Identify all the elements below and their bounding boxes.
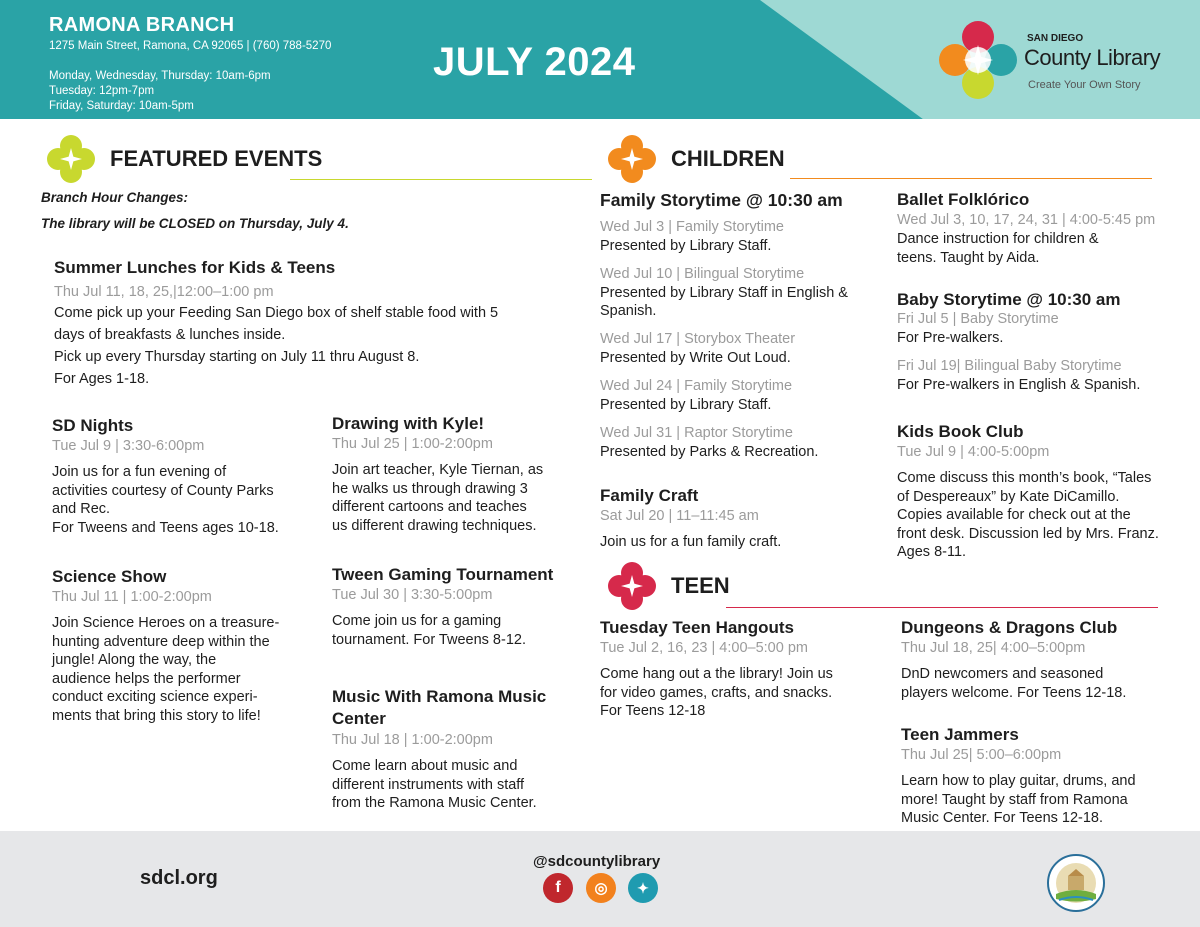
description-line: Come hang out a the library! Join us bbox=[600, 666, 833, 682]
event-date: Thu Jul 25 | 1:00-2:00pm bbox=[332, 436, 493, 452]
event-teen-hangouts bbox=[600, 617, 890, 721]
event-date: Tue Jul 9 | 3:30-6:00pm bbox=[52, 438, 205, 454]
logo-top-text: SAN DIEGO bbox=[1027, 33, 1084, 44]
event-date: Tue Jul 9 | 4:00-5:00pm bbox=[897, 444, 1050, 460]
event-title: Drawing with Kyle! bbox=[332, 414, 485, 433]
month-title: JULY 2024 bbox=[433, 40, 636, 84]
description-line: Learn how to play guitar, drums, and bbox=[901, 773, 1136, 789]
event-science-show bbox=[52, 566, 322, 725]
description-line: Spanish. bbox=[600, 303, 657, 319]
event-title: Baby Storytime @ 10:30 am bbox=[897, 290, 1121, 309]
list-item bbox=[600, 377, 890, 424]
children-section-header bbox=[607, 134, 785, 184]
description-line: conduct exciting science experi- bbox=[52, 689, 258, 705]
description-line: tournament. For Tweens 8-12. bbox=[332, 631, 526, 648]
description-line: Presented by Library Staff. bbox=[600, 396, 772, 413]
event-baby-storytime bbox=[897, 289, 1187, 394]
event-summer-lunches bbox=[54, 257, 574, 390]
event-date: Wed Jul 10 | Bilingual Storytime bbox=[600, 266, 805, 282]
hours-line: Tuesday: 12pm-7pm bbox=[49, 85, 155, 97]
storytime-list bbox=[600, 218, 890, 471]
description-line: Come discuss this month’s book, “Tales bbox=[897, 470, 1152, 486]
title-line: Center bbox=[332, 709, 386, 728]
event-date: Fri Jul 5 | Baby Storytime bbox=[897, 311, 1059, 327]
logo-name: County Library bbox=[1024, 45, 1161, 70]
facebook-icon[interactable]: f bbox=[543, 873, 573, 903]
description-line: Music Center. For Teens 12-18. bbox=[901, 810, 1104, 826]
description-line: Join Science Heroes on a treasure- bbox=[52, 615, 280, 631]
branch-address: 1275 Main Street, Ramona, CA 92065 | (760) 788-5270 bbox=[49, 40, 332, 52]
event-description bbox=[901, 665, 1191, 702]
event-date: Wed Jul 24 | Family Storytime bbox=[600, 378, 793, 394]
event-date: Wed Jul 3 | Family Storytime bbox=[600, 219, 784, 235]
description-line: Presented by Parks & Recreation. bbox=[600, 443, 819, 460]
description-line: Presented by Library Staff. bbox=[600, 237, 772, 254]
list-item bbox=[600, 330, 890, 377]
description-line: Presented by Write Out Loud. bbox=[600, 349, 791, 366]
list-item bbox=[600, 265, 890, 330]
event-date: Fri Jul 19| Bilingual Baby Storytime bbox=[897, 358, 1122, 374]
twitter-icon[interactable]: ✦ bbox=[628, 873, 658, 903]
description-line: Presented by Library Staff in English & bbox=[600, 284, 848, 301]
event-date: Thu Jul 11 | 1:00-2:00pm bbox=[52, 589, 212, 605]
event-description bbox=[52, 463, 322, 537]
description-line: Join us for a fun evening of bbox=[52, 464, 227, 480]
teen-flower-icon bbox=[607, 561, 657, 611]
library-flower-logo-icon bbox=[938, 20, 1018, 100]
description-line: different cartoons and teaches bbox=[332, 499, 527, 515]
list-item bbox=[600, 218, 890, 265]
event-date: Sat Jul 20 | 11–11:45 am bbox=[600, 508, 759, 524]
description-line: he walks us through drawing 3 bbox=[332, 480, 528, 497]
logo-tagline: Create Your Own Story bbox=[1028, 79, 1141, 91]
branch-hour-notes bbox=[41, 185, 349, 237]
description-line: teens. Taught by Aida. bbox=[897, 249, 1040, 266]
description-line: and Rec. bbox=[52, 501, 111, 517]
description-line: Join art teacher, Kyle Tiernan, as bbox=[332, 462, 544, 478]
event-kids-book-club bbox=[897, 421, 1192, 562]
teen-section-title: TEEN bbox=[671, 573, 730, 598]
branch-hours bbox=[49, 69, 271, 114]
teen-section-header bbox=[607, 561, 730, 611]
featured-divider bbox=[290, 179, 592, 180]
description-line: Join us for a fun family craft. bbox=[600, 534, 782, 550]
description-line: jungle! Along the way, the bbox=[52, 652, 217, 668]
event-drawing-with-kyle bbox=[332, 413, 582, 535]
description-line: For Teens 12-18 bbox=[600, 703, 706, 719]
note-line: Branch Hour Changes: bbox=[41, 190, 189, 205]
description-line: For Pre-walkers in English & Spanish. bbox=[897, 376, 1141, 393]
event-title: Dungeons & Dragons Club bbox=[901, 618, 1118, 637]
event-dnd-club bbox=[901, 617, 1191, 702]
instagram-icon[interactable]: ◎ bbox=[586, 873, 616, 903]
event-teen-jammers bbox=[901, 724, 1191, 828]
description-line: for video games, crafts, and snacks. bbox=[600, 684, 833, 701]
description-line: hunting adventure deep within the bbox=[52, 633, 270, 650]
list-item bbox=[600, 424, 890, 471]
event-description bbox=[901, 772, 1191, 828]
event-title: Science Show bbox=[52, 567, 167, 586]
title-line: Music With Ramona Music bbox=[332, 687, 547, 706]
event-description bbox=[332, 461, 582, 535]
event-date: Thu Jul 11, 18, 25,|12:00–1:00 pm bbox=[54, 284, 274, 300]
event-description bbox=[54, 302, 574, 390]
description-line: Dance instruction for children & bbox=[897, 231, 1099, 247]
description-line: Ages 8-11. bbox=[897, 544, 967, 560]
description-line: days of breakfasts & lunches inside. bbox=[54, 327, 286, 343]
children-section-title: CHILDREN bbox=[671, 146, 785, 171]
library-logo bbox=[938, 20, 1178, 100]
page-footer bbox=[0, 831, 1200, 927]
event-date: Wed Jul 3, 10, 17, 24, 31 | 4:00-5:45 pm bbox=[897, 212, 1156, 228]
description-line: For Pre-walkers. bbox=[897, 329, 1004, 346]
featured-flower-icon bbox=[46, 134, 96, 184]
event-ballet-folklorico bbox=[897, 189, 1187, 267]
social-handle: @sdcountylibrary bbox=[533, 853, 661, 870]
description-line: For Ages 1-18. bbox=[54, 371, 150, 387]
event-date: Thu Jul 25| 5:00–6:00pm bbox=[901, 747, 1062, 763]
event-description bbox=[332, 612, 587, 649]
event-description bbox=[52, 614, 322, 725]
description-line: us different drawing techniques. bbox=[332, 517, 537, 534]
event-date: Thu Jul 18, 25| 4:00–5:00pm bbox=[901, 640, 1086, 656]
event-title: Summer Lunches for Kids & Teens bbox=[54, 258, 336, 277]
children-flower-icon bbox=[607, 134, 657, 184]
description-line: DnD newcomers and seasoned bbox=[901, 666, 1104, 682]
description-line: Come learn about music and bbox=[332, 758, 518, 774]
event-title: Family Craft bbox=[600, 486, 699, 505]
event-family-craft bbox=[600, 485, 880, 552]
event-title bbox=[332, 686, 582, 730]
event-date: Wed Jul 17 | Storybox Theater bbox=[600, 331, 796, 347]
description-line: activities courtesy of County Parks bbox=[52, 482, 274, 499]
event-title: Tween Gaming Tournament bbox=[332, 565, 554, 584]
description-line: Pick up every Thursday starting on July 11 thru August 8. bbox=[54, 349, 420, 365]
event-description bbox=[332, 757, 582, 813]
event-date: Wed Jul 31 | Raptor Storytime bbox=[600, 425, 793, 441]
description-line: players welcome. For Teens 12-18. bbox=[901, 684, 1127, 701]
description-line: audience helps the performer bbox=[52, 670, 241, 687]
description-line: For Tweens and Teens ages 10-18. bbox=[52, 519, 279, 536]
event-title: Family Storytime @ 10:30 am bbox=[600, 190, 843, 210]
event-title: Ballet Folklórico bbox=[897, 190, 1030, 209]
event-description bbox=[897, 469, 1192, 562]
branch-name: RAMONA BRANCH bbox=[49, 14, 235, 36]
page-header bbox=[0, 0, 1200, 119]
list-item bbox=[897, 357, 1187, 394]
event-sd-nights bbox=[52, 415, 322, 537]
hours-line: Monday, Wednesday, Thursday: 10am-6pm bbox=[49, 70, 271, 82]
event-title: Tuesday Teen Hangouts bbox=[600, 618, 794, 637]
description-line: Copies available for check out at the bbox=[897, 507, 1131, 523]
event-date: Tue Jul 30 | 3:30-5:00pm bbox=[332, 587, 493, 603]
event-tween-gaming bbox=[332, 564, 587, 649]
list-item bbox=[897, 310, 1187, 357]
hours-line: Friday, Saturday: 10am-5pm bbox=[49, 100, 194, 112]
teen-divider bbox=[726, 607, 1158, 608]
description-line: more! Taught by staff from Ramona bbox=[901, 791, 1128, 808]
event-date: Tue Jul 2, 16, 23 | 4:00–5:00 pm bbox=[600, 640, 808, 656]
event-description bbox=[600, 665, 890, 721]
event-music-ramona bbox=[332, 686, 582, 813]
featured-section-header bbox=[46, 134, 322, 184]
event-description bbox=[897, 230, 1187, 267]
note-line: The library will be CLOSED on Thursday, July 4. bbox=[41, 216, 349, 231]
event-title: Teen Jammers bbox=[901, 725, 1019, 744]
description-line: from the Ramona Music Center. bbox=[332, 795, 537, 811]
featured-section-title: FEATURED EVENTS bbox=[110, 146, 323, 171]
description-line: front desk. Discussion led by Mrs. Franz. bbox=[897, 525, 1159, 542]
children-divider bbox=[790, 178, 1152, 179]
county-seal-icon bbox=[1047, 854, 1105, 912]
event-date: Thu Jul 18 | 1:00-2:00pm bbox=[332, 732, 493, 748]
event-title: Kids Book Club bbox=[897, 422, 1024, 441]
description-line: ments that bring this story to life! bbox=[52, 707, 261, 724]
event-title: SD Nights bbox=[52, 416, 134, 435]
event-family-storytime bbox=[600, 190, 890, 471]
description-line: different instruments with staff bbox=[332, 776, 525, 793]
description-line: Come pick up your Feeding San Diego box of shelf stable food with 5 bbox=[54, 305, 499, 321]
website-link[interactable]: sdcl.org bbox=[140, 867, 218, 889]
description-line: of Despereaux” by Kate DiCamillo. bbox=[897, 488, 1120, 505]
description-line: Come join us for a gaming bbox=[332, 613, 502, 629]
